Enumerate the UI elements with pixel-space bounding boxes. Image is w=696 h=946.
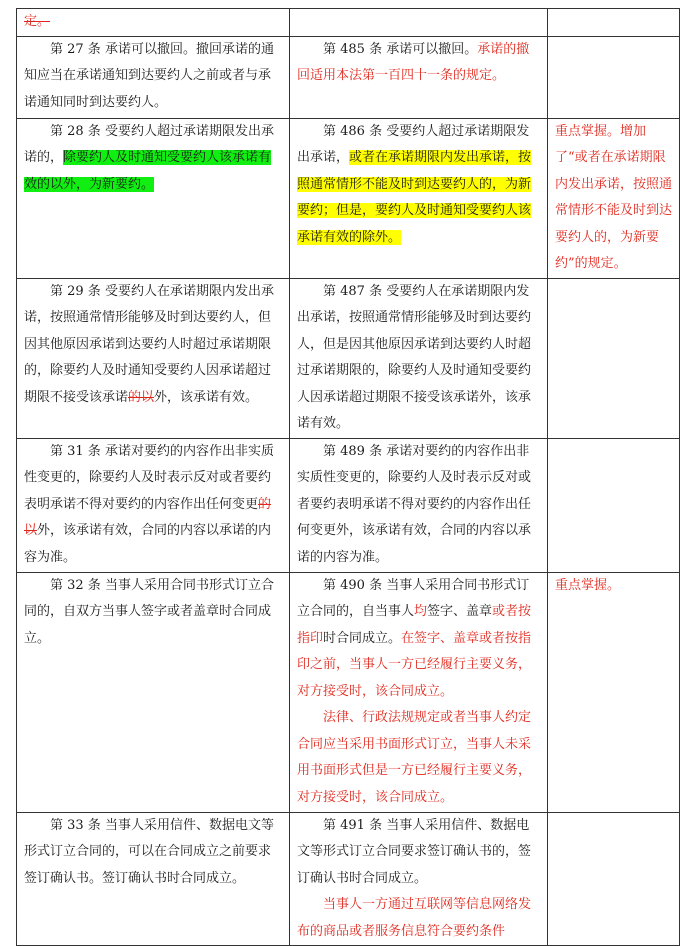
note-text: 重点掌握。增加了“或者在承诺期限内发出承诺，按照通常情形不能及时到达要约人的，为新要约”的规定。 bbox=[555, 123, 673, 271]
new-article-cell bbox=[290, 118, 548, 278]
added-paragraph: 当事人一方通过互联网等信息网络发布的商品或者服务信息符合要约条件 bbox=[297, 897, 532, 939]
note-cell bbox=[548, 812, 680, 946]
new-article-cell bbox=[290, 572, 548, 812]
article-text: 外，该承诺有效。 bbox=[154, 389, 259, 405]
table-row-art28 bbox=[17, 118, 680, 278]
new-article-cell bbox=[290, 36, 548, 118]
added-paragraph: 法律、行政法规规定或者当事人约定合同应当采用书面形式订立，当事人未采用书面形式但是一方已经履行主要义务，对方接受时，该合同成立。 bbox=[297, 710, 532, 805]
old-article-cell bbox=[17, 812, 290, 946]
old-article-cell bbox=[17, 118, 290, 278]
table-row-art29 bbox=[17, 278, 680, 438]
note-cell bbox=[548, 438, 680, 572]
deleted-text: 的以 bbox=[24, 496, 272, 538]
note-text: 重点掌握。 bbox=[555, 577, 621, 593]
highlighted-text: 或者在承诺期限内发出承诺，按照通常情形不能及时到达要约人的，为新要约；但是，要约人及时通知受要约人该承诺有效的除外。 bbox=[297, 150, 532, 245]
old-article-cell bbox=[17, 572, 290, 812]
old-article-cell bbox=[17, 9, 290, 37]
added-text: 承诺的撤回适用本法第一百四十一条的规定。 bbox=[297, 41, 530, 83]
deleted-text: 的以 bbox=[128, 389, 155, 405]
table-row-art31 bbox=[17, 438, 680, 572]
article-text: 第 28 条 受要约人超过承诺期限发出承诺的， bbox=[24, 123, 274, 165]
old-article-cell bbox=[17, 36, 290, 118]
article-text: 第 29 条 受要约人在承诺期限内发出承诺，按照通常情形能够及时到达要约人，但因其他原因承诺到达要约人时超过承诺期限的，除要约人及时通知受要约人因承诺超过期限不接受该承诺 bbox=[24, 283, 274, 405]
highlighted-text: 除要约人及时通知受要约人该承诺有效的以外，为新要约。 bbox=[24, 150, 272, 192]
new-article-cell bbox=[290, 278, 548, 438]
new-article-cell bbox=[290, 438, 548, 572]
table-row-art33 bbox=[17, 812, 680, 946]
article-text: 第 32 条 当事人采用合同书形式订立合同的，自双方当事人签字或者盖章时合同成立。 bbox=[24, 577, 274, 646]
note-cell bbox=[548, 278, 680, 438]
article-text: 第 491 条 当事人采用信件、数据电文等形式订立合同要求签订确认书的，签订确认书时合同成立。 bbox=[297, 817, 532, 886]
new-article-cell bbox=[290, 9, 548, 37]
old-article-cell bbox=[17, 438, 290, 572]
article-text: 第 490 条 当事人采用合同书形式订立合同的，自当事人 bbox=[297, 577, 530, 619]
note-cell bbox=[548, 36, 680, 118]
new-article-cell bbox=[290, 812, 548, 946]
article-text: 第 27 条 承诺可以撤回。撤回承诺的通知应当在承诺通知到达要约人之前或者与承诺通知同时到达要约人。 bbox=[24, 41, 274, 110]
article-text: 第 486 条 受要约人超过承诺期限发出承诺， bbox=[297, 123, 530, 165]
added-text: 在签字、盖章或者按指印之前，当事人一方已经履行主要义务，对方接受时，该合同成立。 bbox=[297, 630, 532, 699]
deleted-text: 定。 bbox=[24, 14, 51, 29]
law-comparison-table bbox=[16, 8, 680, 946]
added-text: 均 bbox=[414, 604, 428, 619]
article-text: 外，该承诺有效，合同的内容以承诺的内容为准。 bbox=[24, 523, 272, 565]
article-text: 第 33 条 当事人采用信件、数据电文等形式订立合同的，可以在合同成立之前要求签订确认书。签订确认书时合同成立。 bbox=[24, 817, 274, 886]
added-text: 或者按指印 bbox=[297, 604, 532, 646]
note-cell bbox=[548, 9, 680, 37]
article-text: 第 489 条 承诺对要约的内容作出非实质性变更的，除要约人及时表示反对或者要约表明承诺不得对要约的内容作出任何变更外，该承诺有效，合同的内容以承诺的内容为准。 bbox=[297, 443, 532, 565]
article-text: 第 487 条 受要约人在承诺期限内发出承诺，按照通常情形能够及时到达要约人，但是因其他原因承诺到达要约人时超过承诺期限的，除要约人及时通知受要约人因承诺超过期限不接受该承诺外，该承诺有效。 bbox=[297, 283, 532, 431]
note-cell bbox=[548, 572, 680, 812]
table-row-top-fragment bbox=[17, 9, 680, 37]
note-cell bbox=[548, 118, 680, 278]
article-text: 时合同成立。 bbox=[323, 630, 402, 646]
article-text: 第 31 条 承诺对要约的内容作出非实质性变更的，除要约人及时表示反对或者要约表明承诺不得对要约的内容作出任何变更 bbox=[24, 443, 274, 512]
table-row-art27 bbox=[17, 36, 680, 118]
old-article-cell bbox=[17, 278, 290, 438]
article-text: 第 485 条 承诺可以撤回。 bbox=[323, 41, 478, 57]
table-row-art32 bbox=[17, 572, 680, 812]
article-text: 签字、盖章 bbox=[427, 604, 493, 619]
